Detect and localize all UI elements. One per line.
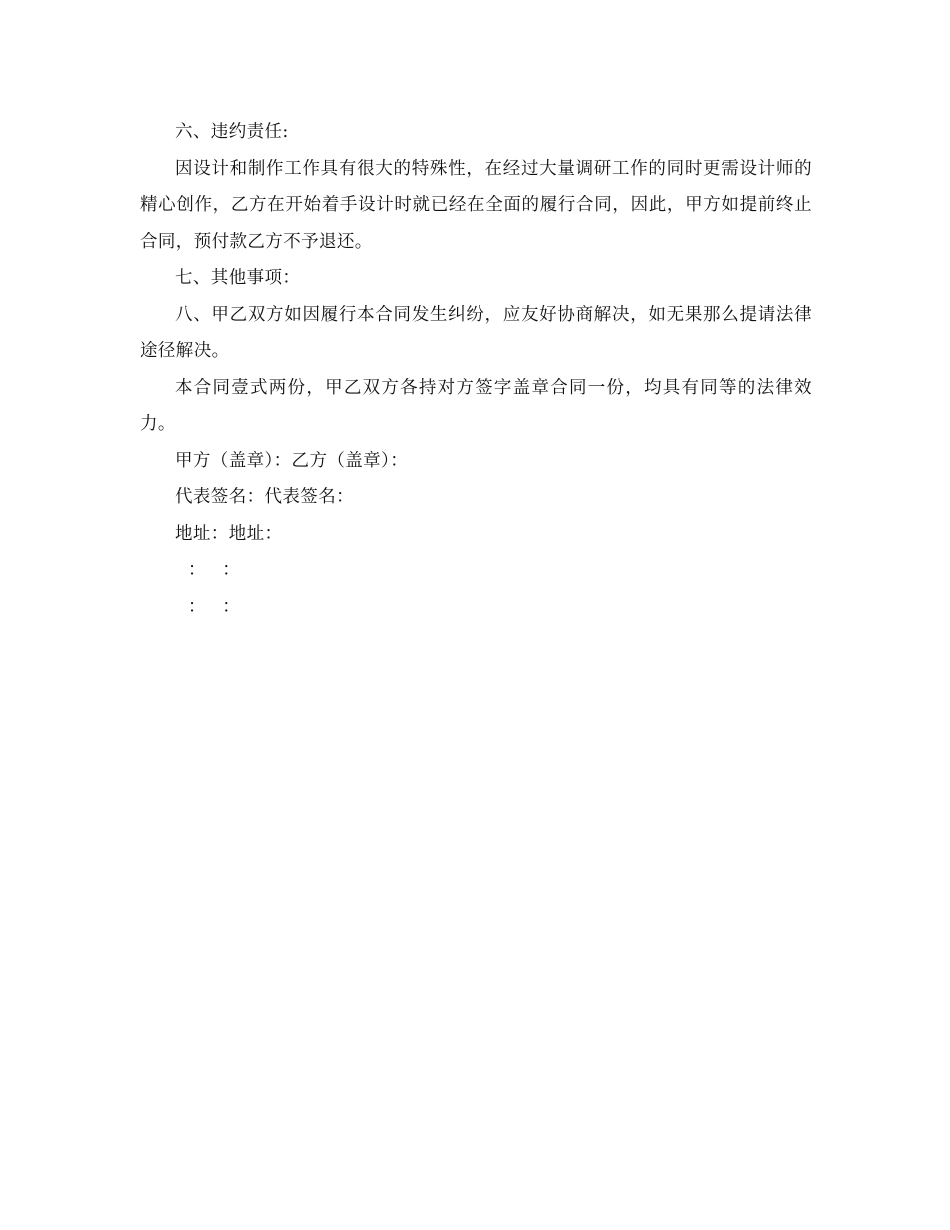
blank-field-line: ： ： bbox=[188, 560, 240, 580]
signature-line-address: 地址：地址： bbox=[175, 523, 283, 544]
document-body bbox=[140, 114, 812, 625]
paragraph-copies: 本合同壹式两份，甲乙双方各持对方签字盖章合同一份，均具有同等的法律效力。 bbox=[140, 377, 812, 434]
signature-line-representative: 代表签名：代表签名： bbox=[175, 487, 354, 507]
blank-field-line: ： ： bbox=[188, 596, 240, 617]
paragraph-breach-liability: 因设计和制作工作具有很大的特殊性，在经过大量调研工作的同时更需设计师的精心创作，乙方在开始着手设计时就已经在全面的履行合同，因此，甲方如提前终止合同，预付款乙方不予退还。 bbox=[140, 158, 812, 252]
section-heading-other-matters: 七、其他事项： bbox=[175, 268, 301, 288]
signature-line-seal: 甲方（盖章）：乙方（盖章）： bbox=[175, 450, 409, 471]
paragraph-dispute-resolution: 八、甲乙双方如因履行本合同发生纠纷，应友好协商解决，如无果那么提请法律途径解决。 bbox=[140, 304, 812, 361]
section-heading-breach-liability: 六、违约责任: bbox=[175, 122, 289, 142]
